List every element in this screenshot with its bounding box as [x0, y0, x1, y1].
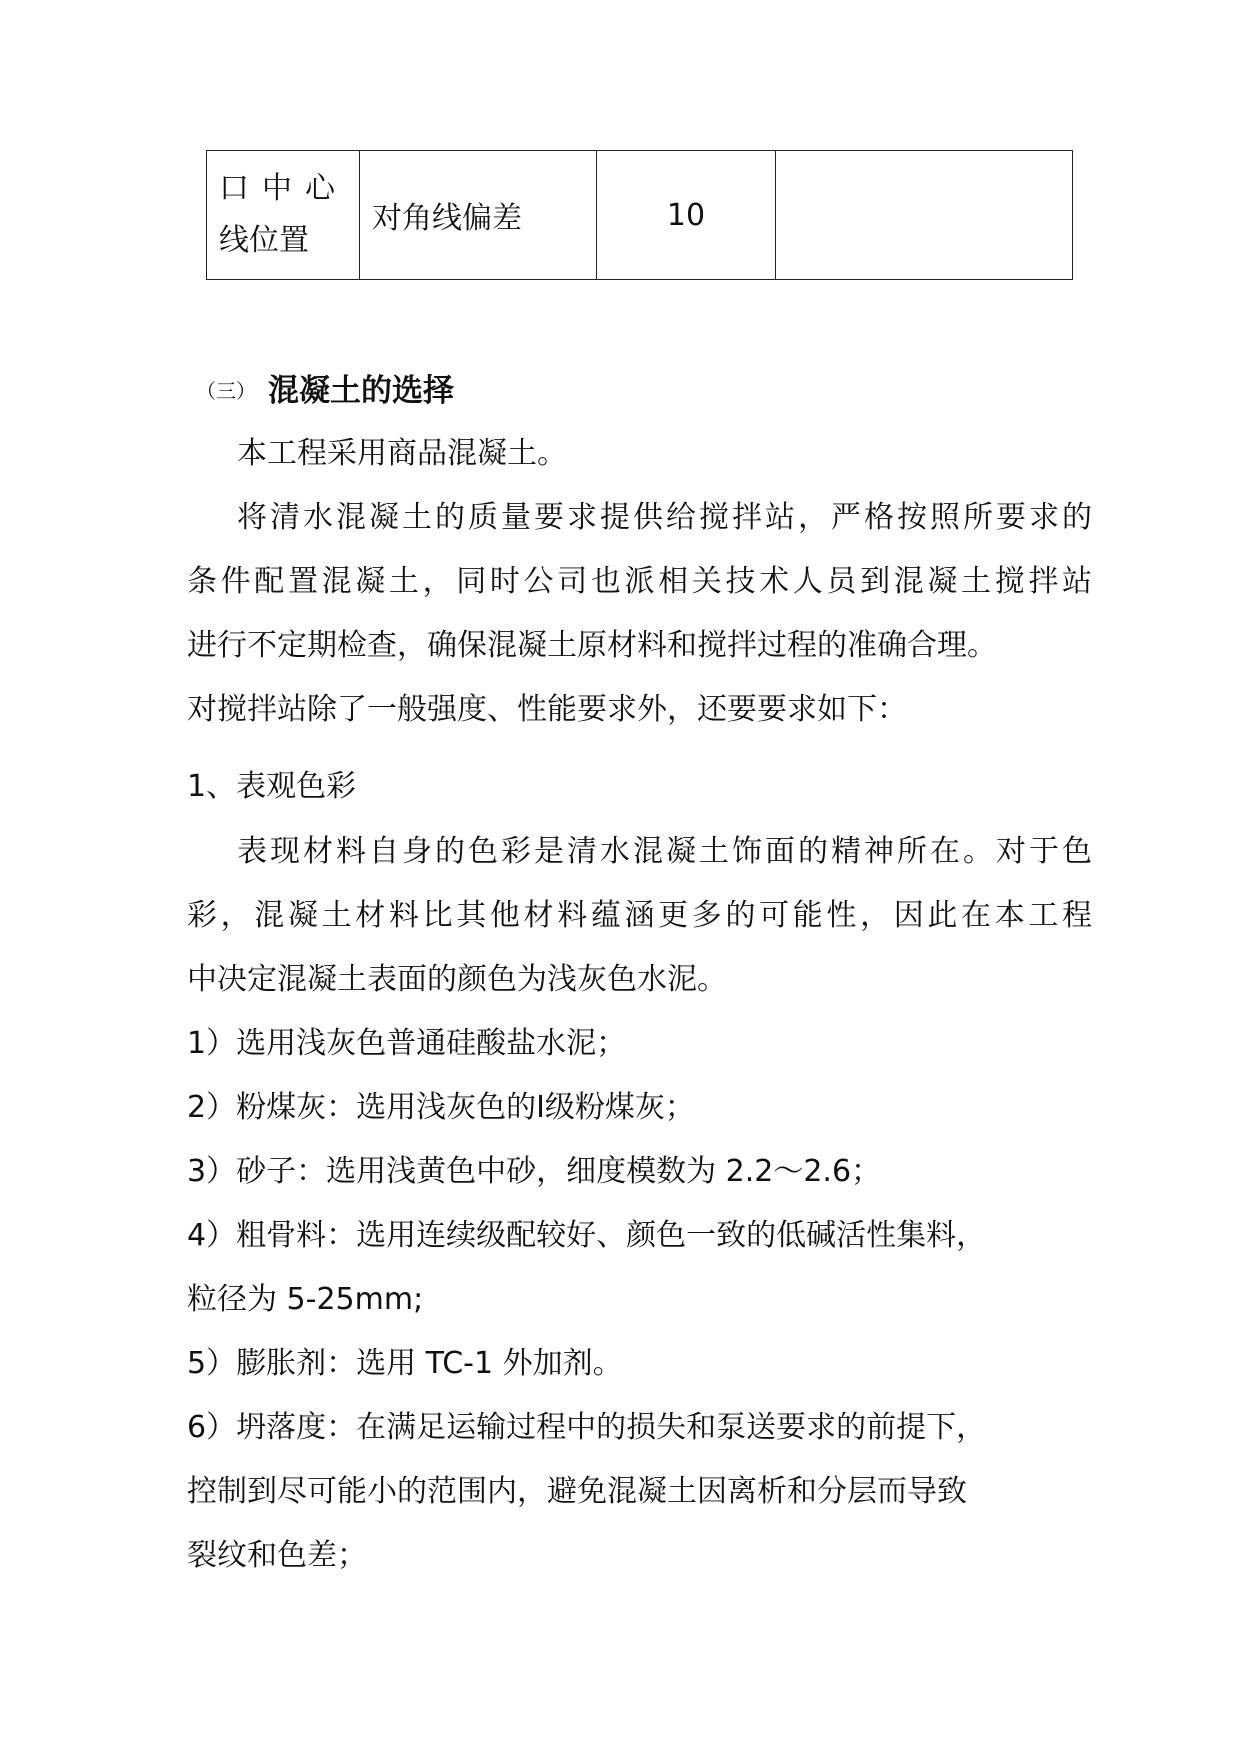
paragraph-line: 对搅拌站除了一般强度、性能要求外，还要要求如下： [187, 692, 907, 727]
list-item: 3）砂子：选用浅黄色中砂，细度模数为 2.2～2.6； [187, 1154, 882, 1189]
table-cell-item [207, 151, 360, 280]
paragraph-line: 进行不定期检查，确保混凝土原材料和搅拌过程的准确合理。 [187, 628, 997, 663]
section-title: 混凝土的选择 [268, 373, 454, 409]
paragraph-line: 本工程采用商品混凝土。 [237, 436, 567, 471]
table-cell-method [776, 151, 1073, 280]
list-item: 1）选用浅灰色普通硅酸盐水泥； [187, 1026, 627, 1061]
section-heading [196, 370, 454, 411]
paragraph-line: 条件配置混凝土，同时公司也派相关技术人员到混凝土搅拌站 [187, 564, 1092, 599]
table-cell-item-line2: 线位置 [219, 223, 309, 258]
paragraph-line: 中决定混凝土表面的颜色为浅灰色水泥。 [187, 962, 727, 997]
subsection-heading: 1、表观色彩 [187, 769, 357, 804]
list-item-continuation: 控制到尽可能小的范围内，避免混凝土因离析和分层而导致 [187, 1474, 967, 1509]
tolerance-table [206, 150, 1073, 280]
section-number: （三） [196, 379, 256, 403]
list-item: 6）坍落度：在满足运输过程中的损失和泵送要求的前提下， [187, 1410, 987, 1445]
list-item: 4）粗骨料：选用连续级配较好、颜色一致的低碱活性集料， [187, 1218, 987, 1253]
paragraph-line: 表现材料自身的色彩是清水混凝土饰面的精神所在。对于色 [237, 834, 1092, 869]
paragraph-line: 彩，混凝土材料比其他材料蕴涵更多的可能性，因此在本工程 [187, 898, 1092, 933]
table-cell-item-line1: 口中心 [219, 171, 348, 206]
list-item-continuation: 粒径为 5-25mm; [187, 1282, 424, 1317]
table-cell-tolerance: 10 [597, 151, 776, 280]
list-item: 2）粉煤灰：选用浅灰色的Ⅰ级粉煤灰； [187, 1090, 695, 1125]
paragraph-line: 将清水混凝土的质量要求提供给搅拌站，严格按照所要求的 [237, 500, 1092, 535]
list-item-continuation: 裂纹和色差； [187, 1538, 367, 1573]
table-cell-check: 对角线偏差 [360, 151, 597, 280]
list-item: 5）膨胀剂：选用 TC-1 外加剂。 [187, 1346, 623, 1381]
table-row [207, 151, 1073, 280]
